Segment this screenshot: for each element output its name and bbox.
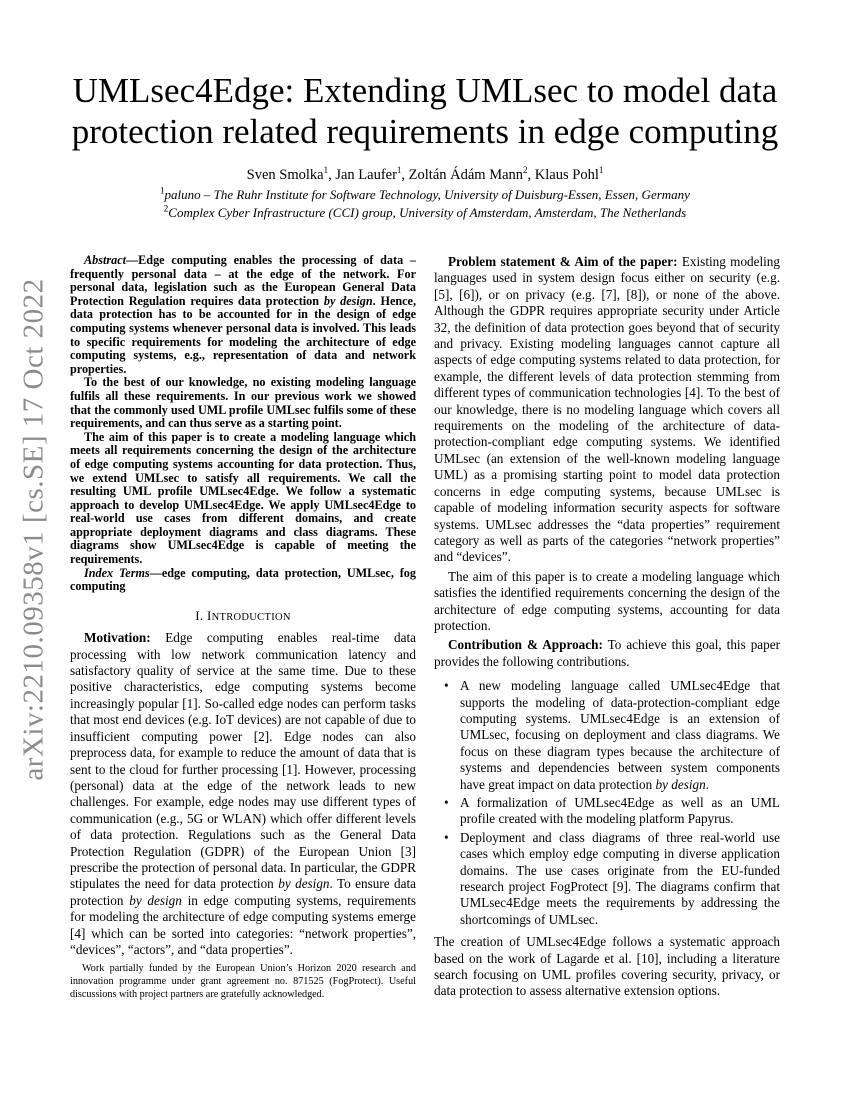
section-numeral: I. — [195, 607, 204, 623]
paragraph-text: To achieve this goal, this paper provides the following contributions. — [434, 637, 780, 669]
motivation-label: Motivation: — [84, 630, 151, 646]
abstract-text: —Edge computing enables the processing of data – frequently personal data – at the edge of the network. For personal data, legislation such as the European General Data Protection Regulation requires data protection — [70, 253, 416, 308]
list-item — [434, 830, 780, 928]
paragraph-text: Edge computing enables real-time data processing with low network communication latency and satisfactory quality of service at the same time. Due to these positive characteristics, edge computing systems become increasingly popular [1]. So-called edge nodes can perform tasks that most end devices (e.g. IoT devices) are not capable of due to insufficient computing power [2]. Edge nodes can also preprocess data, for example to reduce the amount of data that is sent to the cloud for further processing [1]. However, processing (personal) data at the edge of the network leads to new challenges. For example, edge nodes may use different types of communication (e.g., 5G or WLAN) which offer different levels of data protection. Regulations such as the General Data Protection Regulation (GDPR) of the European Union [3] prescribe the protection of personal data. In particular, the GDPR stipulates the need for data protection — [70, 630, 416, 892]
bullet-marker: • — [444, 829, 449, 845]
author-affiliation-mark: 1 — [598, 165, 604, 176]
affiliation-1 — [70, 186, 780, 203]
contribution-paragraph — [434, 637, 780, 670]
abstract-paragraph: To the best of our knowledge, no existing modeling language fulfils all these requirements. In our previous work we showed that the commonly used UML profile UMLsec fulfils some of these requirements, and can thus serve as a starting point. — [70, 375, 416, 431]
list-item-emphasis: by design — [655, 776, 706, 792]
paper-title: UMLsec4Edge: Extending UMLsec to model data protection related requirements in edge computing — [71, 71, 779, 151]
abstract-paragraph: The aim of this paper is to create a modeling language which meets all requirements concerning the design of the architecture of edge computing systems accounting for data protection. Thus, we extend UMLsec to satisfy all requirements. We call the resulting UML profile UMLsec4Edge. We follow a systematic approach to develop UMLsec4Edge. We apply UMLsec4Edge to real-world use cases from different domains, and create appropriate deployment diagrams and class diagrams. These diagrams show UMLsec4Edge is capable of meeting the requirements. — [70, 429, 416, 567]
list-item — [434, 795, 780, 828]
author-name: Klaus Pohl — [534, 167, 599, 183]
left-column — [70, 254, 416, 958]
aim-paragraph: The aim of this paper is to create a modeling language which satisfies the identified requirements concerning the design of the architecture of edge computing systems, accounting for data protection. — [434, 568, 780, 633]
right-column — [434, 254, 780, 1000]
author-name: Sven Smolka — [246, 167, 324, 183]
section-title-rest: NTRODUCTION — [211, 611, 291, 623]
affiliation-text: paluno – The Ruhr Institute for Software Technology, University of Duisburg-Essen, Essen, Germany — [164, 187, 690, 202]
abstract-emphasis: by design — [323, 293, 373, 308]
contribution-label: Contribution & Approach: — [448, 637, 603, 653]
arxiv-side-stamp — [2, 256, 66, 802]
list-item-text: Deployment and class diagrams of three real-world use cases which employ edge computing in diverse application domains. The use cases originate from the EU-funded research project FogProtect [9]. The diagrams confirm that UMLsec4Edge meets the requirements by addressing the shortcomings of UMLsec. — [460, 829, 780, 927]
problem-statement-paragraph — [434, 254, 780, 566]
list-item-text: . — [705, 776, 710, 792]
author-affiliation-mark: 1 — [396, 165, 402, 176]
bullet-marker: • — [444, 795, 449, 810]
list-item — [434, 678, 780, 793]
contribution-list — [434, 678, 780, 928]
paragraph-emphasis: by design — [278, 876, 330, 892]
affiliation-mark: 1 — [160, 185, 165, 196]
arxiv-identifier: arXiv:2210.09358v1 [cs.SE] 17 Oct 2022 — [17, 277, 50, 781]
abstract-paragraph — [70, 254, 416, 376]
abstract-text: . Hence, data protection has to be accounted for in the design of edge computing systems whenever personal data is involved. This leads to specific requirements for modeling the architecture of edge computing systems, e.g., representation of data and network properties. — [70, 293, 416, 376]
author-affiliation-mark: 1 — [323, 165, 329, 176]
abstract — [70, 254, 416, 594]
funding-footnote: Work partially funded by the European Union’s Horizon 2020 research and innovation programme under grant agreement no. 871525 (FogProtect). Useful discussions with project partners are gratefully acknowledged. — [70, 963, 416, 1000]
author-name: Jan Laufer — [335, 167, 397, 183]
bullet-marker: • — [444, 678, 449, 694]
index-terms — [70, 567, 416, 594]
motivation-paragraph — [70, 630, 416, 958]
affiliation-text: Complex Cyber Infrastructure (CCI) group, University of Amsterdam, Amsterdam, The Netherlands — [168, 205, 687, 220]
author-list: Sven Smolka$^1$, Jan Laufer$^1$, Zoltán Ádám Mann$^2$, Klaus Pohl$^1$ — [246, 165, 604, 183]
paragraph-text: . To ensure data protection — [70, 876, 416, 908]
section-title-initial: I — [206, 607, 212, 623]
author-name: Zoltán Ádám Mann — [408, 167, 524, 183]
paragraph-emphasis: by design — [129, 892, 182, 908]
index-terms-label: Index Terms — [84, 565, 150, 580]
affiliation-2 — [70, 204, 780, 221]
paragraph-text: Existing modeling languages used in system design focus either on security (e.g. [5], [6]), or on privacy (e.g. [7], [8]), or none of the above. Although the GDPR requires appropriate security under Article 32, the definition of data protection goes beyond that of security and privacy. Existing modeling languages cannot capture all aspects of edge computing systems related to data protection, for example, the different levels of data protection stemming from different types of communication technologies [4]. To the best of our knowledge, there is no modeling language which covers all requirements on the modeling of the architecture of data-protection-compliant edge computing systems. We identified UMLsec (an extension of the well-known modeling language UML) as a promising starting point to model data protection concerns in edge computing systems, because UMLsec is capable of modeling information security aspects for software systems. UMLsec addresses the “data properties” requirement category as well as parts of the categories “network properties” and “devices”. — [434, 254, 780, 565]
list-item-text: A new modeling language called UMLsec4Edge that supports the modeling of data-protection-compliant edge computing systems. UMLsec4Edge is an extension of UMLsec, focusing on deployment and class diagrams. We focus on these diagram types because the architecture of systems and dependencies between system components have great impact on data protection — [460, 678, 780, 792]
author-affiliation-mark: 2 — [523, 165, 528, 176]
abstract-label: Abstract — [84, 253, 126, 267]
section-heading-introduction — [70, 608, 416, 626]
list-item-text: A formalization of UMLsec4Edge as well as an UML profile created with the modeling platform Papyrus. — [460, 795, 780, 827]
problem-statement-label: Problem statement & Aim of the paper: — [448, 254, 678, 269]
paragraph-text: in edge computing systems, requirements for modeling the architecture of edge computing systems emerge [4] which can be sorted into categories: “network properties”, “devices”, “actors”, and “data properties”. — [70, 892, 417, 957]
closing-paragraph: The creation of UMLsec4Edge follows a systematic approach based on the work of Lagarde et al. [10], including a literature search focusing on UML profiles covering security, privacy, or data protection to assess alternative extension options. — [434, 934, 780, 999]
index-terms-text: —edge computing, data protection, UMLsec, fog computing — [70, 565, 416, 594]
affiliation-mark: 2 — [163, 203, 169, 214]
